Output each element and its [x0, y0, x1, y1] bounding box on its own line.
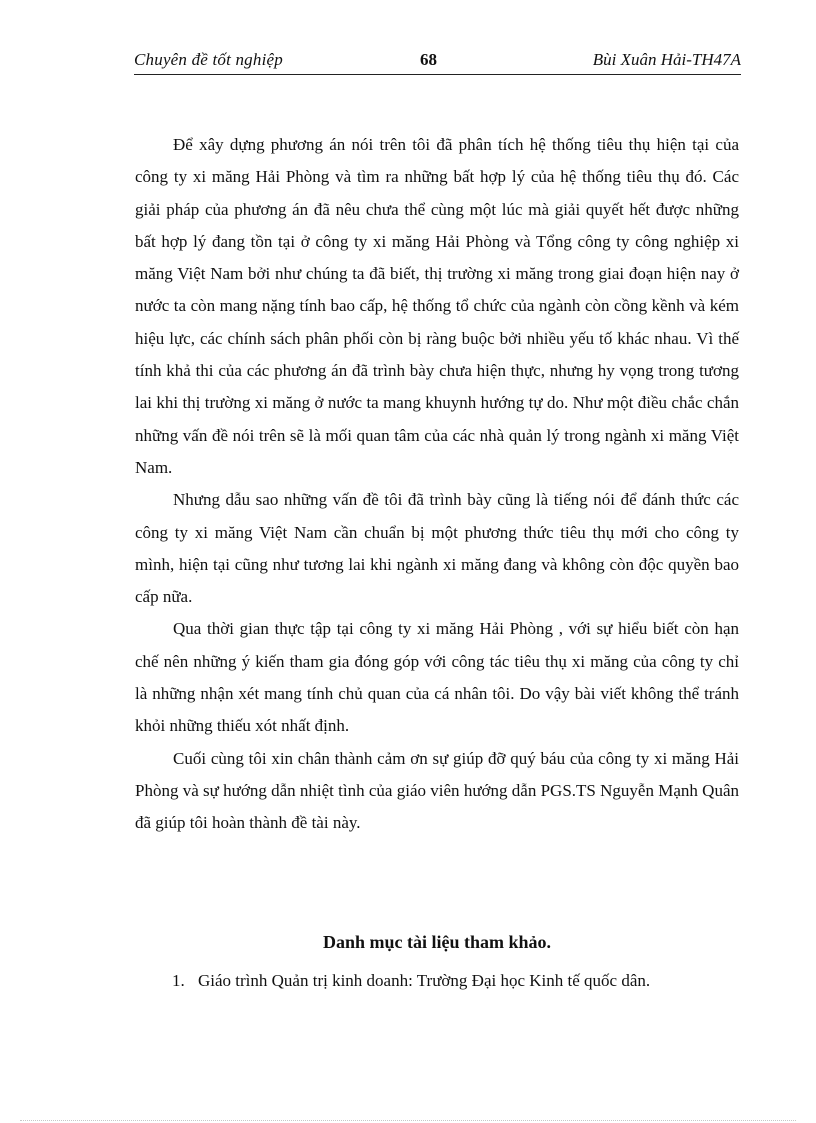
- header-author: Bùi Xuân Hải-TH47A: [592, 50, 741, 69]
- paragraph-2: Nhưng dẫu sao những vấn đề tôi đã trình bày cũng là tiếng nói để đánh thức các công ty xi măng Việt Nam cần chuẩn bị một phương thức tiêu thụ mới cho công ty mình, hiện tại cũng như tương lai khi ngành xi măng đang và không còn độc quyền bao cấp nữa.: [135, 490, 739, 607]
- references-title: Danh mục tài liệu tham khảo.: [322, 932, 552, 952]
- footer-divider: [20, 1120, 796, 1121]
- body-text: [135, 129, 739, 840]
- reference-item: [172, 967, 739, 995]
- reference-text: Giáo trình Quản trị kinh doanh: Trường Đại học Kinh tế quốc dân.: [198, 971, 651, 990]
- paragraph-1: Để xây dựng phương án nói trên tôi đã phân tích hệ thống tiêu thụ hiện tại của công ty xi măng Hải Phòng và tìm ra những bất hợp lý của hệ thống tiêu thụ đó. Các giải pháp của phương án đã nêu chưa thể cùng một lúc mà giải quyết hết được những bất hợp lý đang tồn tại ở công ty xi măng Hải Phòng và Tổng công ty công nghiệp xi măng Việt Nam bởi như chúng ta đã biết, thị trường xi măng trong giai đoạn hiện nay ở nước ta còn mang nặng tính bao cấp, hệ thống tổ chức của ngành còn cồng kềnh và kém hiệu lực, các chính sách phân phối còn bị ràng buộc bởi nhiều yếu tố khác nhau. Vì thế tính khả thi của các phương án đã trình bày chưa hiện thực, nhưng hy vọng trong tương lai khi thị trường xi măng ở nước ta mang khuynh hướng tự do. Như một điều chắc chắn những vấn đề nói trên sẽ là mối quan tâm của các nhà quản lý trong ngành xi măng Việt Nam.: [135, 135, 739, 477]
- paragraph-3: Qua thời gian thực tập tại công ty xi măng Hải Phòng , với sự hiểu biết còn hạn chế nên những ý kiến tham gia đóng góp với công tác tiêu thụ xi măng của công ty chỉ là những nhận xét mang tính chủ quan của cá nhân tôi. Do vậy bài viết không thể tránh khỏi những thiếu xót nhất định.: [135, 619, 739, 736]
- paragraph-4: Cuối cùng tôi xin chân thành cảm ơn sự giúp đỡ quý báu của công ty xi măng Hải Phòng và sự hướng dẫn nhiệt tình của giáo viên hướng dẫn PGS.TS Nguyễn Mạnh Quân đã giúp tôi hoàn thành đề tài này.: [135, 748, 739, 833]
- page-header: [134, 50, 741, 75]
- page-number: 68: [420, 50, 437, 69]
- header-document-type: Chuyên đề tốt nghiệp: [134, 50, 283, 69]
- reference-number: 1.: [172, 971, 185, 990]
